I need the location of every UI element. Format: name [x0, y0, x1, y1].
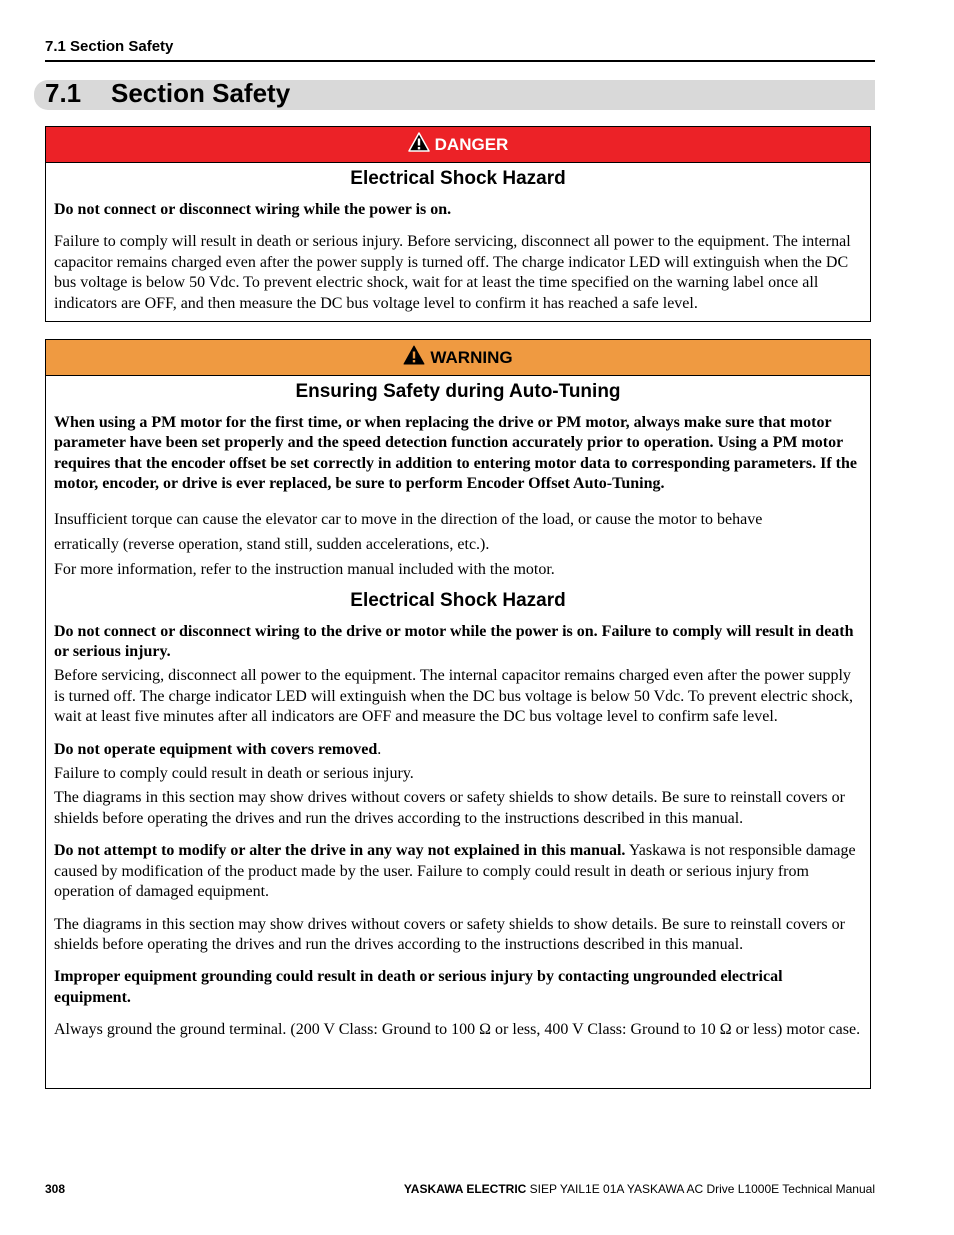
danger-bold-line: Do not connect or disconnect wiring while the power is on. — [54, 201, 452, 218]
danger-box — [45, 126, 871, 322]
covers-bold-tail: . — [377, 740, 382, 758]
footer-brand: YASKAWA ELECTRIC — [403, 1182, 527, 1196]
header-rule — [45, 60, 875, 62]
section-heading-bar — [34, 80, 875, 110]
auto-tuning-para-2: erratically (reverse operation, stand still, sudden accelerations, etc.). — [54, 535, 490, 553]
modify-para: Yaskawa is not responsible damage caused by modification of the product made by the user. Failure to comply could result in death or serious injury from operation of damaged equipment. — [54, 842, 856, 901]
grounding-para: Always ground the ground terminal. (200 V Class: Ground to 100 Ω or less, 400 V Class: Ground to 10 Ω or less) motor case. — [54, 1021, 861, 1039]
auto-tuning-bold-text: When using a PM motor for the first time, or when replacing the drive or PM motor, always make sure that motor parameter have been set properly and the speed detection function accurately prior to operation. Using a PM motor requires that the encoder offset be set correctly in addition to entering motor data to corresponding parameters. If the motor, encoder, or drive is ever replaced, be sure to perform Encoder Offset Auto-Tuning. — [54, 414, 857, 493]
auto-tuning-para-3: For more information, refer to the instruction manual included with the motor. — [54, 560, 555, 578]
diagrams-para: The diagrams in this section may show drives without covers or safety shields to show details. Be sure to reinstall covers or shields before operating the drives and run the drives according to the instructions described in this manual. — [54, 915, 845, 953]
danger-header — [46, 127, 870, 163]
section-title: Section Safety — [111, 78, 291, 108]
modify-bold-text: Do not attempt to modify or alter the drive in any way not explained in this manual. — [54, 842, 626, 860]
hazard-title: Electrical Shock Hazard — [350, 168, 566, 189]
section-number: 7.1 — [45, 78, 82, 108]
grounding-bold-text: Improper equipment grounding could result in death or serious injury by contacting ungrounded electrical equipment. — [54, 968, 783, 1006]
auto-tuning-para-1: Insufficient torque can cause the elevator car to move in the direction of the load, or cause the motor to behave — [54, 510, 763, 528]
hazard-title-shock: Electrical Shock Hazard — [350, 589, 566, 611]
footer-doc-info — [404, 1182, 875, 1196]
covers-para-1: Failure to comply could result in death or serious injury. — [54, 765, 414, 783]
page-number: 308 — [45, 1182, 66, 1196]
warning-triangle-icon — [408, 132, 430, 157]
hazard-title-auto-tuning: Ensuring Safety during Auto-Tuning — [295, 381, 621, 402]
covers-bold-text: Do not operate equipment with covers removed — [54, 740, 378, 758]
danger-body: Failure to comply will result in death or serious injury. Before servicing, disconnect all power to the equipment. The internal capacitor remains charged even after the power supply is turned off. The charge indicator LED will extinguish when the DC bus voltage is below 50 Vdc. To prevent electric shock, wait for at least the time specified on the warning label once all indicators are OFF, and then measure the DC bus voltage level to confirm it has reached a safe level. — [54, 233, 851, 312]
covers-para-2: The diagrams in this section may show drives without covers or safety shields to show details. Be sure to reinstall covers or shields before operating the drives and run the drives according to the instructions described in this manual. — [54, 789, 845, 827]
warning-label: WARNING — [430, 347, 513, 367]
warning-triangle-icon — [403, 345, 425, 370]
warning-header — [46, 340, 870, 376]
shock-para: Before servicing, disconnect all power to the equipment. The internal capacitor remains charged even after the power supply is turned off. The charge indicator LED will extinguish when the DC bus voltage is below 50 Vdc. To prevent electric shock, wait at least five minutes after all indicators are OFF and measure the DC bus voltage level to confirm safe level. — [54, 667, 853, 726]
footer-doc-title: SIEP YAIL1E 01A YASKAWA AC Drive L1000E Technical Manual — [526, 1182, 875, 1196]
danger-label: DANGER — [434, 134, 509, 154]
shock-bold-text: Do not connect or disconnect wiring to the drive or motor while the power is on. Failure to comply will result in death or serious injury. — [54, 622, 854, 661]
running-head: 7.1 Section Safety — [45, 38, 174, 55]
warning-box — [45, 339, 871, 1089]
